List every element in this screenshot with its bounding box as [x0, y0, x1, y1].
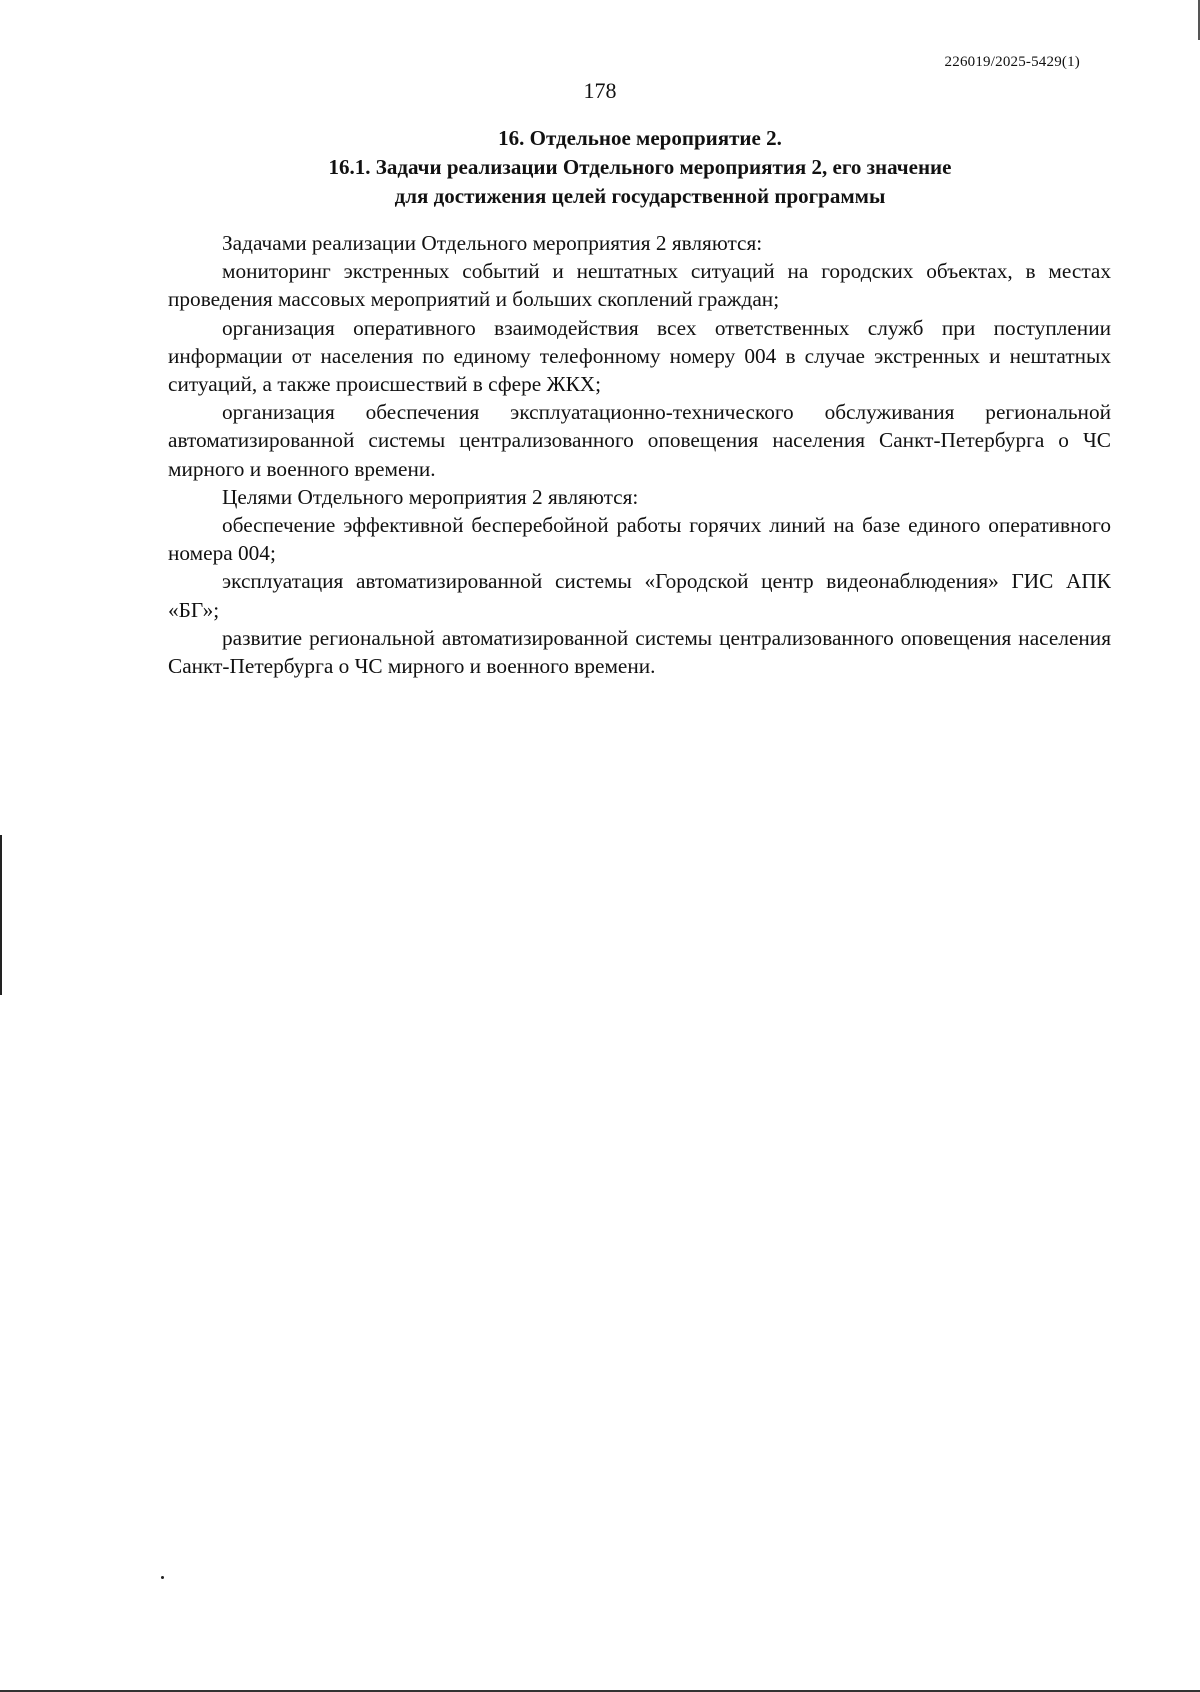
heading-line-2: 16.1. Задачи реализации Отдельного мероприятия 2, его значение — [328, 155, 952, 179]
paragraph-goals-intro: Целями Отдельного мероприятия 2 являются: — [222, 484, 639, 509]
scan-speck — [161, 1576, 164, 1579]
paragraph-goal-hotlines: обеспечение эффективной бесперебойной работы горячих линий на базе единого оперативного номера 004; — [168, 513, 1111, 566]
paragraph-tasks-intro: Задачами реализации Отдельного мероприятия 2 являются: — [222, 231, 763, 255]
paragraph-task-interaction: организация оперативного взаимодействия всех ответственных служб при поступлении информации от населения по единому телефонному номеру 004 в случае экстренных и нештатных ситуаций, а также происшествий в сфере ЖКХ; — [168, 315, 1111, 397]
section-heading — [168, 124, 1112, 211]
page-number: 178 — [583, 78, 617, 103]
heading-line-3: для достижения целей государственной программы — [394, 184, 886, 208]
paragraph-goal-alert-system: развитие региональной автоматизированной системы централизованного оповещения населения Санкт-Петербурга о ЧС мирного и военного времени. — [168, 625, 1111, 679]
heading-line-1: 16. Отдельное мероприятие 2. — [498, 126, 782, 150]
paragraph-task-maintenance: организация обеспечения эксплуатационно-технического обслуживания региональной автоматизированной системы централизованного оповещения населения Санкт-Петербурга о ЧС мирного и военного времени. — [168, 400, 1111, 481]
paragraph-task-monitoring: мониторинг экстренных событий и нештатных ситуаций на городских объектах, в местах проведения массовых мероприятий и больших скоплений граждан; — [168, 259, 1111, 312]
paragraph-goal-video: эксплуатация автоматизированной системы «Городской центр видеонаблюдения» ГИС АПК «БГ»; — [168, 569, 1111, 622]
body-text — [168, 229, 1111, 680]
registration-number: 226019/2025-5429(1) — [944, 54, 1080, 70]
scan-edge-mark — [0, 835, 2, 995]
